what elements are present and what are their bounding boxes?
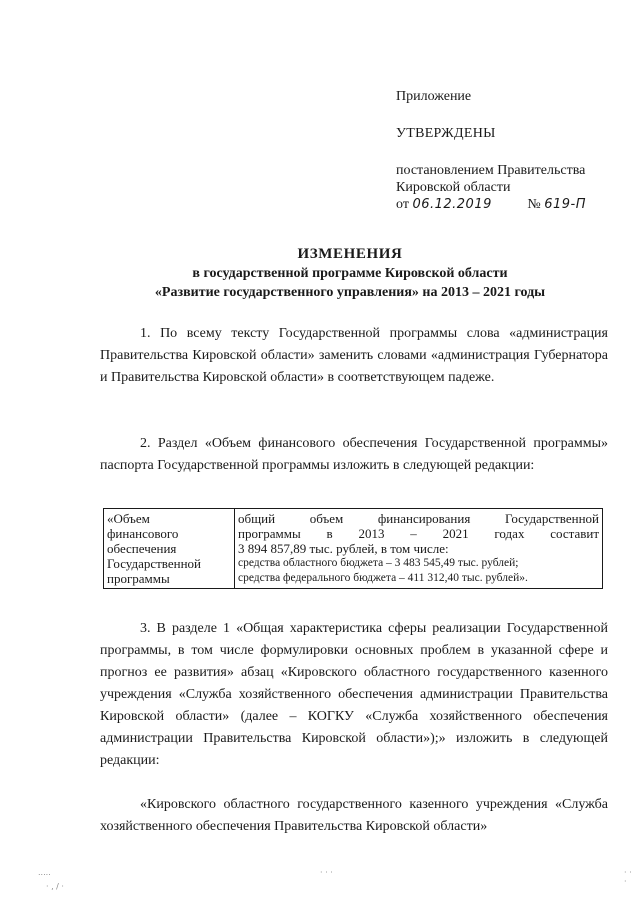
value-line-1: общий объем финансирования Государственной xyxy=(238,511,599,526)
resolution-line-2: Кировской области xyxy=(396,180,511,195)
paragraph-1: 1. По всему тексту Государственной программы слова «администрация Правительства Кировской области» заменить словами «администрация Губернатора и Правительства Кировской области» в соответствующем падеже. xyxy=(100,326,608,385)
resolution-block xyxy=(396,162,632,213)
value-line-3: 3 894 857,89 тыс. рублей, в том числе: xyxy=(238,541,449,556)
value-line-5: средства федерального бюджета – 411 312,40 тыс. рублей». xyxy=(238,572,528,584)
resolution-date: 06.12.2019 xyxy=(412,197,492,212)
resolution-date-line xyxy=(396,196,632,213)
table-row xyxy=(104,509,603,589)
scan-mark-4: · · · xyxy=(624,868,632,886)
paragraph-2: 2. Раздел «Объем финансового обеспечения Государственной программы» паспорта Государственной программы изложить в следующей редакции: xyxy=(100,436,608,473)
scan-artifacts xyxy=(36,866,636,896)
label-line-5: программы xyxy=(107,571,170,586)
document-title xyxy=(100,245,600,302)
table-cell-label xyxy=(104,509,235,589)
paragraph-3: 3. В разделе 1 «Общая характеристика сферы реализации Государственной программы, в том числе формулировки основных проблем в указанной сфере и прогноз ее развития» абзац «Кировского областного государственного казенного учреждения «Служба хозяйственного обеспечения администрации Правительства Кировской области» (далее – КОГКУ «Служба хозяйственного обеспечения администрации Правительства Кировской области»);» изложить в следующей редакции: xyxy=(100,621,608,768)
appendix-label: Приложение xyxy=(396,89,472,104)
date-prefix: от xyxy=(396,197,409,212)
table-cell-value xyxy=(235,509,603,589)
label-line-4: Государственной xyxy=(107,556,202,571)
resolution-line-1: постановлением Правительства xyxy=(396,163,586,178)
financing-table xyxy=(103,508,603,589)
number-prefix: № xyxy=(527,197,541,212)
approval-block xyxy=(396,88,632,213)
title-line-3: «Развитие государственного управления» на 2013 – 2021 годы xyxy=(154,285,546,300)
scan-mark-1: ..... xyxy=(38,868,51,877)
title-line-2: в государственной программе Кировской области xyxy=(192,266,508,281)
scan-mark-3: · · · xyxy=(320,868,333,877)
paragraph-4: «Кировского областного государственного казенного учреждения «Служба хозяйственного обеспечения Правительства Кировской области» xyxy=(100,797,608,834)
title-line-1: ИЗМЕНЕНИЯ xyxy=(297,246,403,262)
label-line-2: финансового xyxy=(107,526,179,541)
resolution-number: 619-П xyxy=(544,197,587,212)
value-line-2: программы в 2013 – 2021 годах составит xyxy=(238,526,599,541)
label-line-3: обеспечения xyxy=(107,541,177,556)
value-line-4: средства областного бюджета – 3 483 545,49 тыс. рублей; xyxy=(238,557,519,569)
label-line-1: «Объем xyxy=(107,511,150,526)
scan-mark-2: · , / · xyxy=(46,882,64,891)
approved-label: УТВЕРЖДЕНЫ xyxy=(396,126,496,141)
